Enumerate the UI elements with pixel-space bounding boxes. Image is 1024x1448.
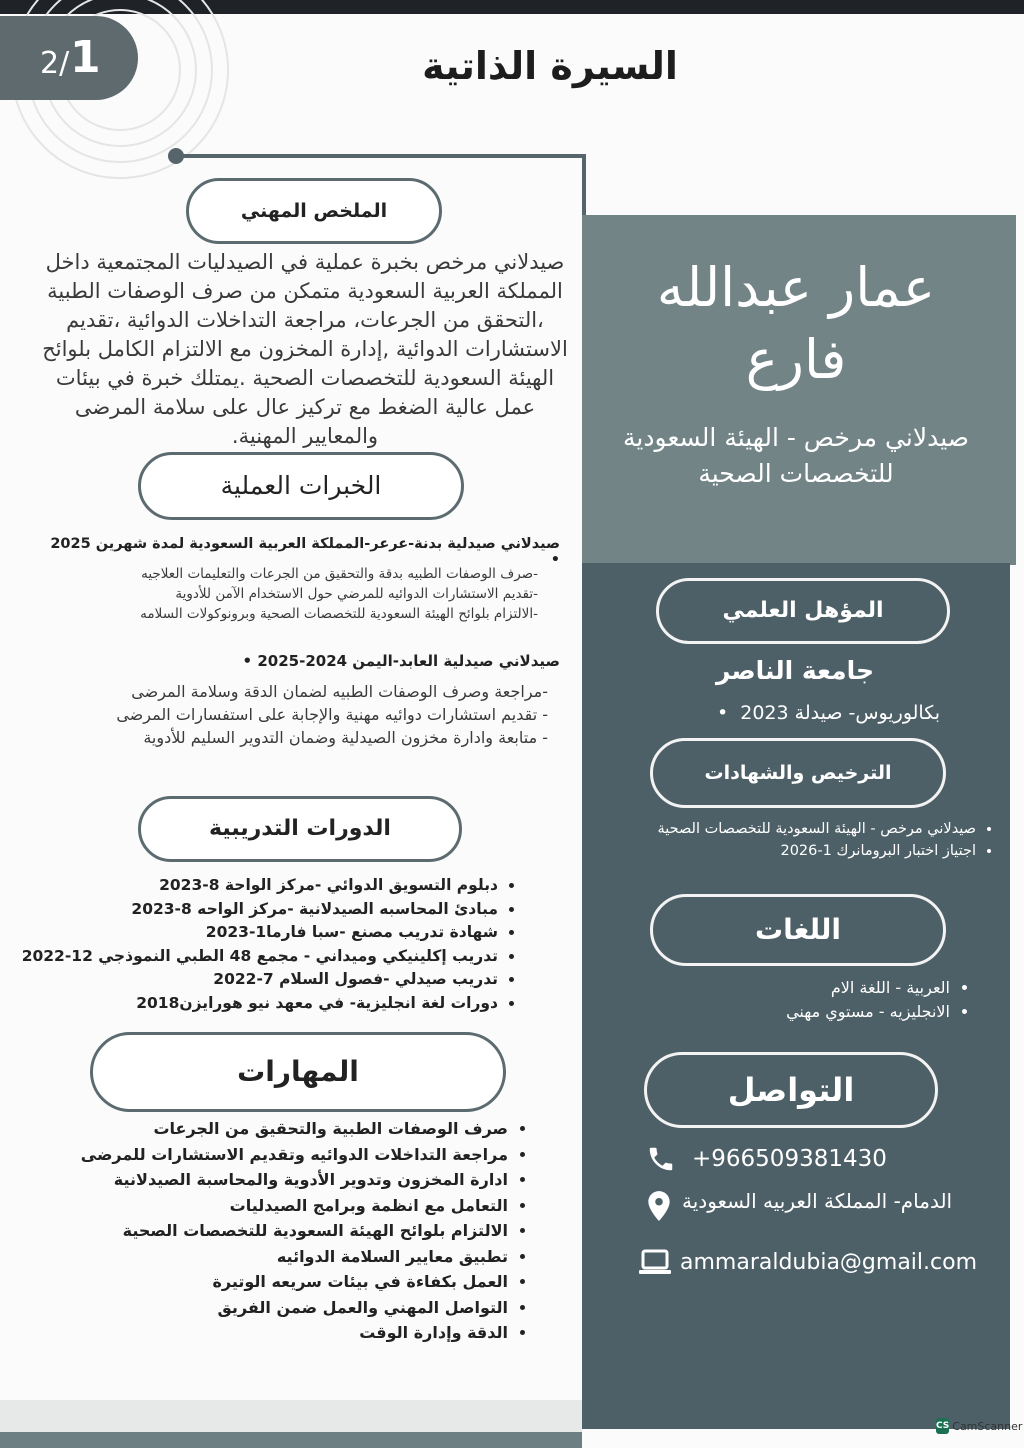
experience-heading: الخبرات العملية — [138, 452, 464, 520]
course-item: • مبادئ المحاسبه الصيدلانية -مركز الواحه 8-2023 — [20, 898, 498, 922]
skill-item: • تطبيق معايير السلامة الدوائيه — [40, 1244, 508, 1270]
skill-item: • العمل بكفاءة في بيئات سريعه الوتيرة — [40, 1269, 508, 1295]
course-item: • دورات لغة انجليزية- في معهد نيو هورايزن2018 — [20, 992, 498, 1016]
education-heading: المؤهل العلمي — [656, 578, 950, 644]
location-text: الدمام- المملكة العربيه السعودية — [682, 1189, 953, 1213]
course-item: • شهادة تدريب مصنع -سبا فارما1-2023 — [20, 921, 498, 945]
skill-item: • التواصل المهني والعمل ضمن الفريق — [40, 1295, 508, 1321]
languages-list — [700, 976, 972, 1024]
location-pin-icon — [646, 1190, 672, 1222]
courses-heading: الدورات التدريبية — [138, 796, 462, 862]
skill-item: • الدقة وإدارة الوقت — [40, 1320, 508, 1346]
page-total: 2/ — [40, 46, 70, 81]
skill-item: • الالتزام بلوائح الهيئة السعودية للتخصصات الصحية — [40, 1218, 508, 1244]
license-item: • اجتياز اختبار البرومانرك 1-2026 — [586, 840, 976, 862]
camscanner-logo: CS — [936, 1418, 949, 1434]
person-name — [596, 252, 996, 396]
contact-email — [638, 1248, 977, 1276]
email-address[interactable]: ammaraldubia@gmail.com — [680, 1249, 978, 1275]
camscanner-text: CamScanner — [952, 1419, 1023, 1433]
contact-phone — [646, 1144, 887, 1174]
bottom-strip — [0, 1432, 582, 1448]
camscanner-watermark — [936, 1414, 1023, 1438]
course-item: • تدريب صيدلي -فصول السلام 7-2022 — [20, 968, 498, 992]
laptop-icon — [638, 1248, 672, 1276]
job-2-details: -مراجعة وصرف الوصفات الطبيه لضمان الدقة وسلامة المرضى - تقديم استشارات دوائيه مهنية والإجابة على استفسارات المرضى - متابعة وادارة مخزون الصيدلية وضمان التدوير السليم للأدوية — [116, 682, 548, 747]
job-1-title: صيدلاني صيدلية بدنة-عرعر-المملكة العربية السعودية لمدة شهرين 2025 • — [50, 536, 560, 568]
page-title: السيرة الذاتية — [422, 44, 678, 88]
page-current: 1 — [70, 32, 101, 83]
courses-list — [20, 874, 520, 1015]
skill-item: • صرف الوصفات الطبية والتحقيق من الجرعات — [40, 1116, 508, 1142]
phone-number[interactable]: +966509381430 — [692, 1146, 887, 1172]
skill-item: • التعامل مع انظمة وبرامج الصيدليات — [40, 1193, 508, 1219]
job-2-title: صيدلاني صيدلية العابد-اليمن 2024-2025 • — [242, 652, 560, 670]
skills-heading: المهارات — [90, 1032, 506, 1112]
license-item: • صيدلاني مرخص - الهيئة السعودية للتخصصات الصحية — [586, 818, 976, 840]
summary-heading: الملخص المهني — [186, 178, 442, 244]
licenses-list — [586, 818, 998, 862]
language-item: • الانجليزيه - مستوي مهني — [700, 1000, 950, 1024]
skill-item: • مراجعة التداخلات الدوائيه وتقديم الاستشارات للمرضى — [40, 1142, 508, 1168]
job-1-details: -صرف الوصفات الطبيه بدقة والتحقيق من الجرعات والتعليمات العلاجيه -تقديم الاستشارات الدوائيه للمرضي حول الاستخدام الآمن للأدوية -الالتزام بلوائح الهيئة السعودية للتخصصات الصحية وبرونوكولات السلامه — [140, 566, 538, 622]
university-name: جامعة الناصر — [715, 656, 875, 685]
language-item: • العربية - اللغة الام — [700, 976, 950, 1000]
person-role: صيدلاني مرخص - الهيئة السعودية للتخصصات الصحية — [623, 423, 969, 488]
course-item: • دبلوم التسويق الدوائي -مركز الواحة 8-2023 — [20, 874, 498, 898]
degree: بكالوريوس- صيدلة 2023 • — [716, 702, 940, 724]
contact-heading: التواصل — [644, 1052, 938, 1128]
skills-list — [40, 1116, 530, 1346]
phone-icon — [646, 1144, 676, 1174]
name-line-1: عمار عبدالله — [656, 256, 936, 319]
course-item: • تدريب إكلينيكي وميداني - مجمع 48 الطبي النموذجي 12-2022 — [20, 945, 498, 969]
bottom-band — [0, 1400, 582, 1434]
contact-location — [646, 1180, 986, 1222]
skill-item: • ادارة المخزون وتدوير الأدوية والمحاسبة الصيدلانية — [40, 1167, 508, 1193]
languages-heading: اللغات — [650, 894, 946, 966]
page-indicator — [0, 16, 138, 100]
licenses-heading: الترخيص والشهادات — [650, 738, 946, 808]
name-line-2: فارع — [745, 328, 847, 391]
summary-text: صيدلاني مرخص بخبرة عملية في الصيدليات المجتمعية داخل المملكة العربية السعودية متمكن من صرف الوصفات الطبية ،التحقق من الجرعات، مراجعة التداخلات الدوائية ،تقديم الاستشارات الدوائية ,إدارة المخزون مع الالتزام الكامل بلوائح الهيئة السعودية للتخصصات الصحية .يمتلك خبرة في بيئات عمل عالية الضغط مع تركيز عال على سلامة المرضى والمعايير المهنية. — [42, 250, 568, 448]
